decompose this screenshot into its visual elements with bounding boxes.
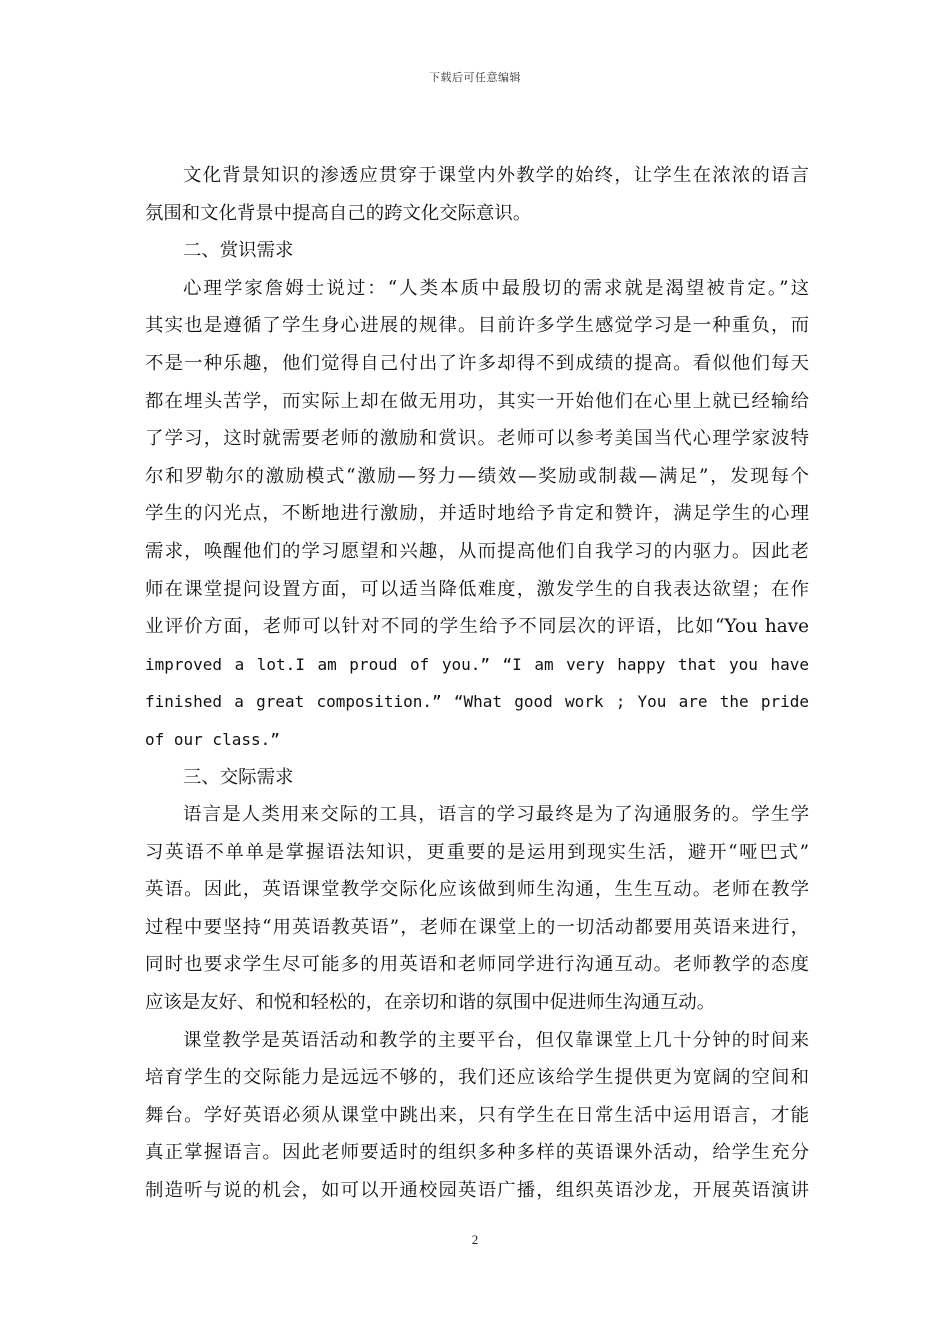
text-line: 培育学生的交际能力是远远不够的，我们还应该给学生提供更为宽阔的空间和	[145, 1067, 809, 1089]
text-line: 需求，唤醒他们的学习愿望和兴趣，从而提高他们自我学习的内驱力。因此老	[145, 540, 809, 562]
text-line: 语言是人类用来交际的工具，语言的学习最终是为了沟通服务的。学生学	[183, 804, 809, 826]
text-line: 真正掌握语言。因此老师要适时的组织多种多样的英语课外活动，给学生充分	[145, 1142, 809, 1164]
section-heading: 三、交际需求	[183, 766, 294, 788]
text-line: 都在埋头苦学，而实际上却在做无用功，其实一开始他们在心里上就已经输给	[145, 390, 809, 412]
text-line: 英语。因此，英语课堂教学交际化应该做到师生沟通，生生互动。老师在教学	[145, 879, 809, 901]
section-heading: 二、赏识需求	[183, 240, 294, 262]
document-body	[145, 157, 809, 1210]
text-line: 课堂教学是英语活动和教学的主要平台，但仅靠课堂上几十分钟的时间来	[183, 1029, 809, 1051]
page-header: 下载后可任意编辑	[429, 71, 521, 84]
text-line: 尔和罗勒尔的激励模式“激励—努力—绩效—奖励或制裁—满足”，发现每个	[145, 465, 809, 487]
text-line: 文化背景知识的渗透应贯穿于课堂内外教学的始终，让学生在浓浓的语言	[183, 165, 809, 186]
text-line: of our class.”	[145, 729, 280, 749]
page-number: 2	[471, 1232, 479, 1247]
text-line: 其实也是遵循了学生身心进展的规律。目前许多学生感觉学习是一种重负，而	[145, 315, 809, 337]
text-line: 同时也要求学生尽可能多的用英语和老师同学进行沟通互动。老师教学的态度	[145, 954, 809, 976]
text-line: 舞台。学好英语必须从课堂中跳出来，只有学生在日常生活中运用语言，才能	[145, 1104, 809, 1126]
text-line: 过程中要坚持“用英语教英语”，老师在课堂上的一切活动都要用英语来进行，	[145, 916, 809, 938]
text-line: 师在课堂提问设置方面，可以适当降低难度，激发学生的自我表达欲望；在作	[145, 578, 809, 600]
text-line: improved a lot.I am proud of you.” “I am very happy that you have	[145, 654, 809, 674]
text-line: 心理学家詹姆士说过：“人类本质中最殷切的需求就是渴望被肯定。”这	[183, 277, 809, 299]
text-line: 学生的闪光点，不断地进行激励，并适时地给予肯定和赞许，满足学生的心理	[145, 503, 809, 525]
text-line: 应该是友好、和悦和轻松的，在亲切和谐的氛围中促进师生沟通互动。	[145, 992, 716, 1014]
text-line: 业评价方面，老师可以针对不同的学生给予不同层次的评语，比如“You have	[145, 616, 809, 638]
text-line: 不是一种乐趣，他们觉得自己付出了许多却得不到成绩的提高。看似他们每天	[145, 352, 809, 374]
text-line: finished a great composition.” “What good work ; You are the pride	[145, 692, 809, 712]
text-line: 了学习，这时就需要老师的激励和赏识。老师可以参考美国当代心理学家波特	[145, 428, 809, 450]
text-line: 习英语不单单是掌握语法知识，更重要的是运用到现实生活，避开“哑巴式”	[145, 841, 809, 863]
text-line: 氛围和文化背景中提高自己的跨文化交际意识。	[145, 202, 532, 224]
text-line: 制造听与说的机会，如可以开通校园英语广播，组织英语沙龙，开展英语演讲	[145, 1180, 809, 1202]
